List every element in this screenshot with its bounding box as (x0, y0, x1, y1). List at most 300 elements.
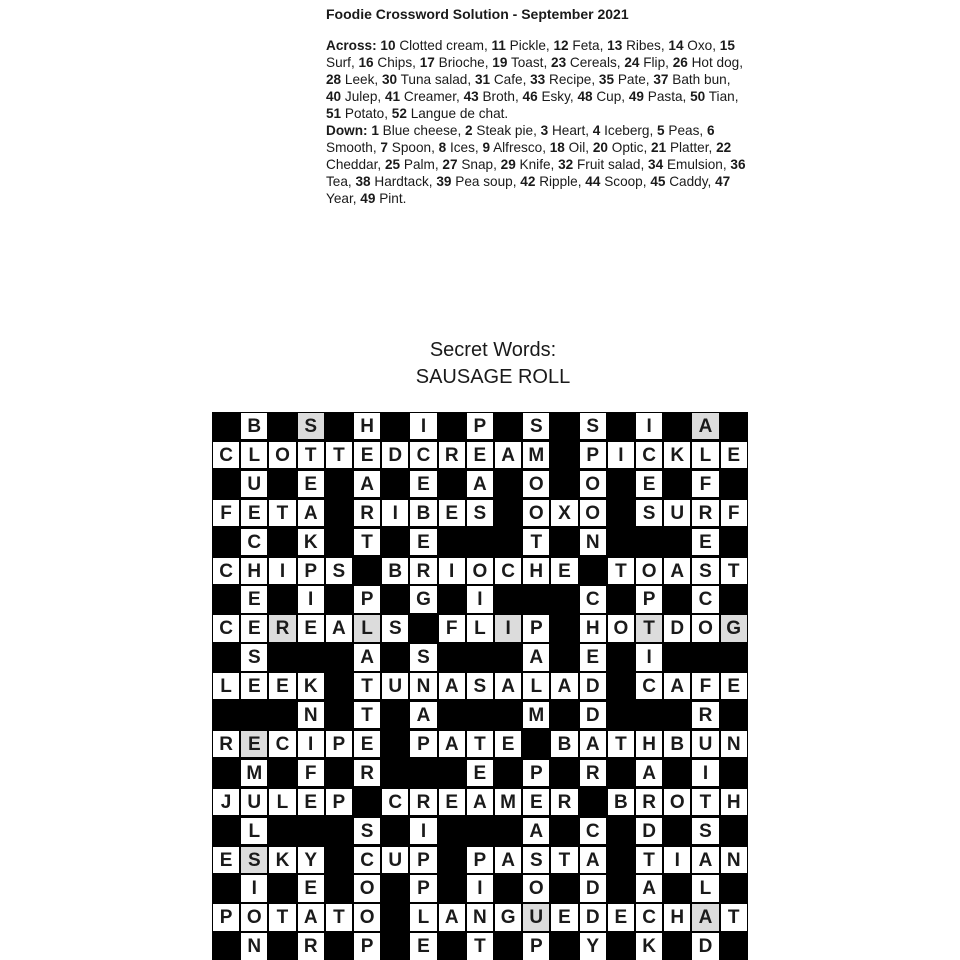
clue-number: 23 (551, 55, 567, 70)
grid-cell: O (580, 500, 607, 527)
grid-cell: P (354, 586, 381, 613)
grid-cell: A (467, 471, 494, 498)
grid-cell: A (326, 615, 353, 642)
clue-number: 52 (391, 106, 407, 121)
clue-answer: Feta (572, 38, 600, 53)
grid-cell: N (580, 529, 607, 556)
clue-number: 3 (540, 123, 549, 138)
grid-cell: I (636, 413, 663, 440)
grid-cell: P (523, 933, 550, 960)
clue-answer: Platter (669, 140, 709, 155)
clue-number: 18 (549, 140, 565, 155)
grid-cell: O (580, 471, 607, 498)
grid-cell: E (213, 847, 240, 874)
grid-cell: N (467, 904, 494, 931)
clue-number: 7 (380, 140, 388, 155)
grid-cell: P (410, 875, 437, 902)
clue-number: 27 (442, 157, 458, 172)
grid-cell: A (664, 558, 691, 585)
grid-cell: D (580, 673, 607, 700)
grid-cell: A (692, 904, 719, 931)
grid-cell: R (692, 500, 719, 527)
grid-cell: H (523, 558, 550, 585)
clue-answer: Smooth (326, 140, 373, 155)
grid-cell: U (382, 673, 409, 700)
clue-answer: Ices (449, 140, 475, 155)
grid-cell: U (382, 847, 409, 874)
grid-cell: A (439, 673, 466, 700)
grid-cell: S (326, 558, 353, 585)
clue-answer: Heart (551, 123, 586, 138)
grid-cell: L (241, 818, 268, 845)
grid-cell: E (636, 471, 663, 498)
grid-cell: C (580, 586, 607, 613)
clue-number: 2 (465, 123, 473, 138)
grid-cell: G (410, 586, 437, 613)
grid-cell: S (382, 615, 409, 642)
crossword-solution (326, 6, 746, 207)
clue-answer: Chips (377, 55, 413, 70)
grid-cell: A (580, 731, 607, 758)
grid-cell: O (636, 558, 663, 585)
grid-cell: C (636, 904, 663, 931)
clue-answer: Steak pie (476, 123, 534, 138)
clue-answer: Oil (568, 140, 586, 155)
solution-title: Foodie Crossword Solution - September 2021 (326, 6, 629, 22)
grid-cell: I (495, 615, 522, 642)
grid-cell: O (692, 615, 719, 642)
clue-number: 43 (463, 89, 479, 104)
grid-cell: A (523, 644, 550, 671)
clue-number: 38 (355, 174, 371, 189)
grid-cell: T (269, 904, 296, 931)
grid-cell: C (580, 818, 607, 845)
grid-cell: C (241, 529, 268, 556)
grid-cell: D (382, 442, 409, 469)
grid-cell: L (410, 904, 437, 931)
clue-answer: Langue de chat (410, 106, 505, 121)
clue-answer: Alfresco (493, 140, 543, 155)
grid-cell: C (213, 442, 240, 469)
grid-cell: A (692, 847, 719, 874)
grid-cell: I (410, 413, 437, 440)
grid-cell: S (523, 847, 550, 874)
clue-number: 5 (657, 123, 665, 138)
clue-number: 35 (598, 72, 615, 87)
grid-cell: B (410, 500, 437, 527)
clue-number: 6 (706, 123, 715, 138)
grid-cell: P (580, 442, 607, 469)
grid-cell: K (664, 442, 691, 469)
grid-cell: I (636, 644, 663, 671)
grid-cell: S (636, 500, 663, 527)
grid-cell: I (467, 586, 494, 613)
grid-cell: R (636, 789, 663, 816)
clue-answer: Blue cheese (382, 123, 458, 138)
across-clues (326, 37, 746, 122)
grid-cell: U (523, 904, 550, 931)
grid-cell: H (636, 731, 663, 758)
grid-cell: P (354, 933, 381, 960)
grid-cell: I (269, 558, 296, 585)
grid-cell: E (523, 789, 550, 816)
grid-cell: N (298, 702, 325, 729)
clue-number: 50 (690, 89, 706, 104)
grid-cell: U (241, 471, 268, 498)
grid-cell: E (580, 644, 607, 671)
grid-cell: R (692, 702, 719, 729)
grid-cell: A (439, 904, 466, 931)
grid-cell: I (692, 760, 719, 787)
grid-cell: P (636, 586, 663, 613)
grid-cell: F (439, 615, 466, 642)
grid-cell: K (636, 933, 663, 960)
across-list: 10 Clotted cream, 11 Pickle, 12 Feta, 13 Ribes, 14 Oxo, 15 Surf, 16 Chips, 17 Brioche, 19 Toast, 23 Cereals, 24 Flip, 26 Hot dog, 28 Leek, 30 Tuna salad, 31 Cafe, 33 Recipe, 35 Pate, 37 Bath bun, 40 Julep, 41 Creamer, 43 Broth, 46 Esky, 48 Cup, 49 Pasta, 50 Tian, 51 Potato, 52 Langue de chat. (326, 38, 744, 121)
grid-cell: H (664, 904, 691, 931)
clue-number: 49 (628, 89, 644, 104)
grid-cell: R (354, 760, 381, 787)
across-heading: Across: (326, 38, 377, 53)
grid-cell: P (410, 731, 437, 758)
grid-cell: H (721, 789, 748, 816)
grid-cell: E (608, 904, 635, 931)
grid-cell: E (721, 442, 748, 469)
grid-cell: E (410, 471, 437, 498)
clue-number: 32 (558, 157, 574, 172)
grid-cell: E (241, 673, 268, 700)
grid-cell: O (523, 875, 550, 902)
grid-cell: A (467, 789, 494, 816)
clue-number: 22 (716, 140, 732, 155)
grid-cell: F (692, 471, 719, 498)
grid-cell: T (354, 529, 381, 556)
grid-cell: E (241, 586, 268, 613)
clue-answer: Ribes (626, 38, 661, 53)
clue-number: 51 (326, 106, 342, 121)
grid-cell: A (636, 760, 663, 787)
grid-cell: P (326, 789, 353, 816)
clue-number: 12 (553, 38, 569, 53)
grid-cell: T (467, 731, 494, 758)
grid-cell: O (608, 615, 635, 642)
grid-cell: C (410, 442, 437, 469)
clue-answer: Esky (541, 89, 570, 104)
grid-cell: D (692, 933, 719, 960)
grid-cell: R (298, 933, 325, 960)
clue-answer: Cafe (493, 72, 523, 87)
grid-cell: M (523, 702, 550, 729)
grid-cell: E (241, 500, 268, 527)
clue-answer: Spoon (391, 140, 432, 155)
clue-answer: Emulsion (666, 157, 723, 172)
grid-cell: O (241, 904, 268, 931)
grid-cell: R (410, 789, 437, 816)
grid-cell: T (354, 673, 381, 700)
clue-number: 13 (607, 38, 623, 53)
clue-answer: Flip (643, 55, 666, 70)
grid-cell: I (664, 847, 691, 874)
grid-cell: Y (580, 933, 607, 960)
clue-number: 24 (624, 55, 640, 70)
grid-cell: D (664, 615, 691, 642)
grid-cell: T (721, 904, 748, 931)
clue-number: 16 (358, 55, 374, 70)
clue-answer: Broth (482, 89, 515, 104)
grid-cell: I (241, 875, 268, 902)
clue-answer: Year (326, 191, 353, 206)
grid-cell: T (523, 529, 550, 556)
clue-answer: Oxo (687, 38, 713, 53)
clue-number: 42 (520, 174, 536, 189)
grid-cell: G (495, 904, 522, 931)
clue-number: 19 (492, 55, 508, 70)
grid-cell: T (326, 442, 353, 469)
clue-number: 26 (672, 55, 688, 70)
grid-cell: J (213, 789, 240, 816)
grid-cell: D (580, 875, 607, 902)
clue-number: 20 (592, 140, 608, 155)
clue-answer: Clotted cream (399, 38, 484, 53)
grid-cell: E (495, 731, 522, 758)
grid-cell: P (523, 615, 550, 642)
grid-cell: N (410, 673, 437, 700)
clue-number: 49 (360, 191, 376, 206)
grid-cell: I (608, 442, 635, 469)
grid-cell: O (523, 471, 550, 498)
grid-cell: E (298, 789, 325, 816)
grid-cell: B (664, 731, 691, 758)
grid-cell: K (298, 673, 325, 700)
grid-cell: B (608, 789, 635, 816)
grid-cell: R (580, 760, 607, 787)
clue-answer: Tuna salad (400, 72, 468, 87)
down-list: 1 Blue cheese, 2 Steak pie, 3 Heart, 4 Iceberg, 5 Peas, 6 Smooth, 7 Spoon, 8 Ices, 9 Alfresco, 18 Oil, 20 Optic, 21 Platter, 22 Cheddar, 25 Palm, 27 Snap, 29 Knife, 32 Fruit salad, 34 Emulsion, 36 Tea, 38 Hardtack, 39 Pea soup, 42 Ripple, 44 Scoop, 45 Caddy, 47 Year, 49 Pint. (326, 123, 746, 206)
grid-cell: P (467, 413, 494, 440)
grid-cell: S (410, 644, 437, 671)
clue-number: 46 (522, 89, 538, 104)
grid-cell: M (523, 442, 550, 469)
grid-cell: S (467, 500, 494, 527)
grid-cell: C (495, 558, 522, 585)
grid-cell: B (241, 413, 268, 440)
clue-answer: Pint (379, 191, 403, 206)
grid-cell: H (241, 558, 268, 585)
grid-cell: E (692, 529, 719, 556)
grid-cell: T (326, 904, 353, 931)
clue-answer: Leek (344, 72, 375, 87)
grid-cell: A (298, 904, 325, 931)
grid-cell: E (269, 673, 296, 700)
grid-cell: E (298, 471, 325, 498)
grid-cell: T (354, 702, 381, 729)
clue-number: 25 (384, 157, 401, 172)
grid-cell: R (410, 558, 437, 585)
grid-cell: T (721, 558, 748, 585)
clue-answer: Knife (519, 157, 551, 172)
grid-cell: N (721, 847, 748, 874)
grid-cell: E (467, 442, 494, 469)
clue-answer: Pickle (509, 38, 546, 53)
grid-cell: E (551, 904, 578, 931)
grid-cell: O (523, 500, 550, 527)
grid-cell: A (664, 673, 691, 700)
grid-cell: N (241, 933, 268, 960)
clue-answer: Pate (617, 72, 646, 87)
grid-cell: E (354, 731, 381, 758)
grid-cell: S (467, 673, 494, 700)
grid-cell: L (241, 442, 268, 469)
grid-cell: S (580, 413, 607, 440)
grid-cell: C (269, 731, 296, 758)
clue-answer: Scoop (604, 174, 643, 189)
grid-cell: E (410, 529, 437, 556)
clue-number: 41 (384, 89, 401, 104)
grid-cell: U (664, 500, 691, 527)
grid-cell: A (495, 847, 522, 874)
grid-cell: E (467, 760, 494, 787)
grid-cell: O (354, 904, 381, 931)
grid-cell: C (213, 615, 240, 642)
clue-number: 10 (380, 38, 396, 53)
grid-cell: E (241, 731, 268, 758)
grid-cell: T (636, 847, 663, 874)
clue-number: 48 (577, 89, 593, 104)
secret-words-title: Secret Words: (429, 339, 557, 361)
grid-cell: I (298, 731, 325, 758)
down-clues (326, 122, 746, 207)
clue-answer: Peas (668, 123, 700, 138)
grid-cell: T (298, 442, 325, 469)
clue-number: 44 (585, 174, 601, 189)
clue-answer: Cup (596, 89, 622, 104)
clue-answer: Hardtack (374, 174, 429, 189)
grid-cell: G (721, 615, 748, 642)
grid-cell: M (241, 760, 268, 787)
grid-cell: E (241, 615, 268, 642)
clue-number: 40 (326, 89, 342, 104)
clue-number: 1 (371, 123, 379, 138)
clue-number: 28 (326, 72, 342, 87)
grid-cell: T (636, 615, 663, 642)
grid-cell: L (269, 789, 296, 816)
clue-number: 30 (381, 72, 398, 87)
grid-cell: I (410, 818, 437, 845)
grid-cell: O (354, 875, 381, 902)
grid-cell: H (580, 615, 607, 642)
grid-cell: A (495, 442, 522, 469)
clue-answer: Tea (326, 174, 348, 189)
grid-cell: L (467, 615, 494, 642)
grid-cell: B (551, 731, 578, 758)
clue-number: 17 (419, 55, 435, 70)
clue-number: 47 (715, 174, 731, 189)
grid-cell: T (551, 847, 578, 874)
grid-cell: P (213, 904, 240, 931)
grid-cell: I (439, 558, 466, 585)
grid-cell: K (269, 847, 296, 874)
clue-answer: Optic (611, 140, 644, 155)
grid-cell: D (580, 702, 607, 729)
grid-cell: U (692, 731, 719, 758)
grid-cell: F (298, 760, 325, 787)
clue-answer: Palm (403, 157, 435, 172)
grid-cell: R (551, 789, 578, 816)
grid-cell: A (298, 500, 325, 527)
grid-cell: C (354, 847, 381, 874)
grid-cell: O (467, 558, 494, 585)
grid-cell: A (495, 673, 522, 700)
clue-answer: Iceberg (604, 123, 650, 138)
grid-cell: I (467, 875, 494, 902)
grid-cell: Y (298, 847, 325, 874)
grid-cell: N (721, 731, 748, 758)
clue-number: 4 (592, 123, 601, 138)
grid-cell: A (439, 731, 466, 758)
clue-answer: Recipe (549, 72, 592, 87)
grid-cell: E (410, 933, 437, 960)
grid-cell: C (382, 789, 409, 816)
grid-cell: A (523, 818, 550, 845)
grid-cell: P (410, 847, 437, 874)
grid-cell: F (692, 673, 719, 700)
clue-number: 31 (474, 72, 491, 87)
grid-cell: M (495, 789, 522, 816)
grid-cell: A (580, 847, 607, 874)
grid-cell: P (467, 847, 494, 874)
grid-cell: S (354, 818, 381, 845)
grid-cell: H (354, 413, 381, 440)
clue-answer: Caddy (669, 174, 708, 189)
grid-cell: S (241, 847, 268, 874)
grid-cell: E (551, 558, 578, 585)
clue-number: 15 (719, 38, 735, 53)
grid-cell: U (241, 789, 268, 816)
grid-cell: P (523, 760, 550, 787)
clue-number: 45 (650, 174, 666, 189)
clue-answer: Julep (344, 89, 378, 104)
clue-answer: Bath bun (672, 72, 727, 87)
grid-cell: R (354, 500, 381, 527)
grid-cell: T (608, 558, 635, 585)
grid-cell: A (410, 702, 437, 729)
grid-cell: L (354, 615, 381, 642)
grid-cell: R (213, 731, 240, 758)
grid-cell: L (692, 875, 719, 902)
grid-cell: C (636, 442, 663, 469)
grid-cell: S (692, 818, 719, 845)
grid-cell: K (298, 529, 325, 556)
clue-number: 14 (668, 38, 684, 53)
grid-cell: D (636, 818, 663, 845)
grid-cell: S (298, 413, 325, 440)
grid-cell: A (692, 413, 719, 440)
grid-cell: F (721, 500, 748, 527)
grid-cell: P (298, 558, 325, 585)
grid-cell: C (636, 673, 663, 700)
grid-cell: S (692, 558, 719, 585)
grid-cell: I (382, 500, 409, 527)
clue-number: 21 (651, 140, 667, 155)
grid-cell: E (721, 673, 748, 700)
clue-number: 9 (482, 140, 491, 155)
grid-cell: E (298, 875, 325, 902)
grid-cell: A (354, 644, 381, 671)
clue-number: 33 (530, 72, 546, 87)
clue-answer: Brioche (438, 55, 485, 70)
grid-cell: E (354, 442, 381, 469)
clue-answer: Hot dog (691, 55, 740, 70)
clue-number: 36 (730, 157, 746, 172)
